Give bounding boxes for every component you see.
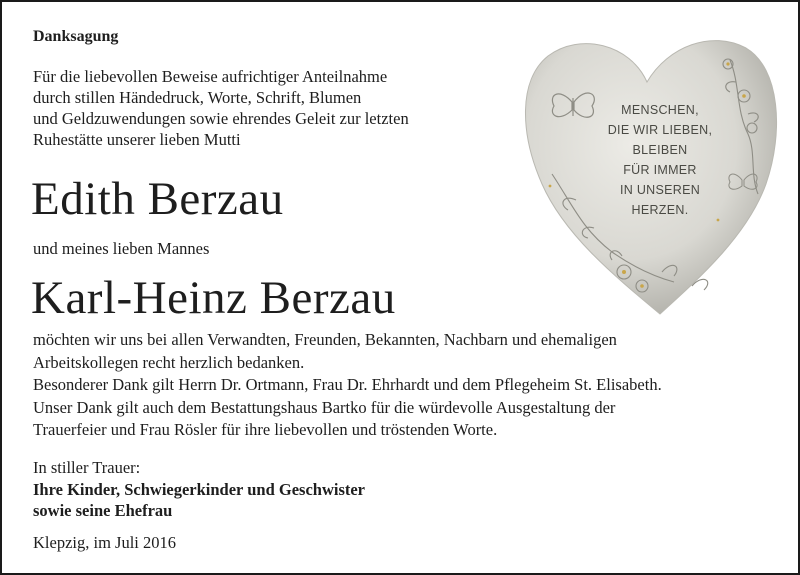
mourners-line: sowie seine Ehefrau — [33, 501, 173, 520]
thanks-text — [33, 329, 783, 442]
intro-line: Für die liebevollen Beweise aufrichtiger Anteilnahme — [33, 67, 388, 86]
intro-line: Ruhestätte unserer lieben Mutti — [33, 130, 241, 149]
thanks-line: Unser Dank gilt auch dem Bestattungshaus Bartko für die würdevolle Ausgestaltung der — [33, 397, 616, 417]
deceased-name-2: Karl-Heinz Berzau — [31, 272, 396, 324]
deceased-name-1: Edith Berzau — [31, 173, 284, 225]
intro-text — [33, 66, 503, 150]
thanks-line: Besonderer Dank gilt Herrn Dr. Ortmann, Frau Dr. Ehrhardt und dem Pflegeheim St. Elisabeth. — [33, 375, 662, 394]
mourners-block — [33, 479, 365, 521]
place-date: Klepzig, im Juli 2016 — [33, 533, 176, 552]
conjunction-text: und meines lieben Mannes — [33, 239, 210, 258]
heart-stone-image — [512, 24, 782, 324]
notice-heading: Danksagung — [33, 28, 119, 45]
mourning-intro: In stiller Trauer: — [33, 458, 141, 477]
thanks-line: Trauerfeier und Frau Rösler für ihre liebevollen und tröstenden Worte. — [33, 420, 498, 439]
inscription-line: DIE WIR LIEBEN, — [607, 123, 713, 137]
mourners-line: Ihre Kinder, Schwiegerkinder und Geschwister — [33, 480, 366, 499]
inscription-line: HERZEN. — [631, 203, 689, 217]
inscription-line: MENSCHEN, — [621, 103, 699, 117]
inscription-line: FÜR IMMER — [623, 163, 697, 177]
inscription-line: BLEIBEN — [632, 143, 688, 157]
thanks-line: möchten wir uns bei allen Verwandten, Freunden, Bekannten, Nachbarn und ehemaligen — [33, 330, 617, 349]
thanks-line: Arbeitskollegen recht herzlich bedanken. — [33, 352, 305, 372]
intro-line: und Geldzuwendungen sowie ehrendes Geleit zur letzten — [33, 109, 409, 128]
intro-line: durch stillen Händedruck, Worte, Schrift, Blumen — [33, 88, 362, 107]
inscription-line: IN UNSEREN — [619, 183, 701, 197]
